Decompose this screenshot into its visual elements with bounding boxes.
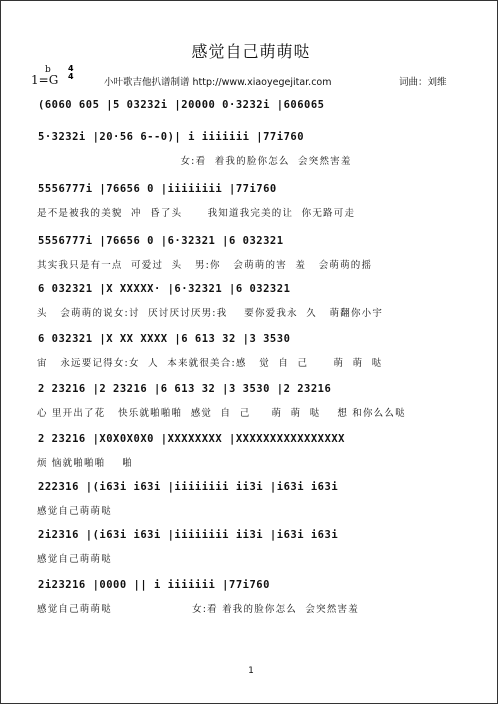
notation-line: 2 23216 |2 23216 |6 613 32 |3 3530 |2 23216 (38, 383, 332, 395)
lyric-line: 心 里开出了花 快乐就啪啪啪 感觉 自 己 萌 萌 哒 想 和你么么哒 (37, 408, 406, 419)
lyric-line: 头 会萌萌的说女:讨 厌讨厌讨厌男:我 要你爱我永 久 萌翻你小宇 (37, 308, 384, 319)
lyric-line: 感觉自己萌萌哒 (37, 506, 112, 517)
lyric-line: 是不是被我的美貌 冲 昏了头 我知道我完美的让 你无路可走 (37, 208, 356, 219)
notation-line: 5·3232i |20·56 6--0)| i iiiiiii |77i760 (38, 131, 305, 143)
song-title: 感觉自己萌萌哒 (191, 42, 311, 61)
flat-sign: b (45, 65, 51, 75)
time-top: 4 (68, 64, 74, 73)
notation-line: 2i2316 |(i63i i63i |iiiiiiii ii3i |i63i i63i (38, 529, 339, 541)
notation-line: 2i23216 |0000 || i iiiiiii |77i760 (38, 579, 270, 591)
notation-line: 5556777i |76656 0 |iiiiiiii |77i760 (38, 183, 277, 195)
key-signature (31, 65, 59, 87)
lyric-line: 感觉自己萌萌哒 (37, 554, 112, 565)
lyric-line: 宙 永远要记得女:女 人 本来就很美合:感 觉 自 己 萌 萌 哒 (37, 358, 383, 369)
composer-credit: 词曲：刘维 (399, 77, 447, 88)
lyric-line: 其实我只是有一点 可爱过 头 男:你 会萌萌的害 羞 会萌萌的摇 (37, 260, 373, 271)
time-bottom: 4 (68, 72, 74, 81)
notation-line: (6060 605 |5 03232i |20000 0·3232i |606065 (38, 99, 325, 111)
notation-line: 6 032321 |X XX XXXX |6 613 32 |3 3530 (38, 333, 291, 345)
lyric-line: 烦 恼就啪啪啪 啪 (37, 458, 133, 469)
notation-line: 222316 |(i63i i63i |iiiiiiii ii3i |i63i i63i (38, 481, 339, 493)
notation-line: 2 23216 |X0X0X0X0 |XXXXXXXX |XXXXXXXXXXXXXXXX (38, 433, 345, 445)
lyric-line: 感觉自己萌萌哒 女:看 着我的脸你怎么 会突然害羞 (37, 604, 359, 615)
lyric-line: 女:看 着我的脸你怎么 会突然害羞 (37, 156, 352, 167)
arranger-credit: 小叶歌吉他扒谱制谱 http://www.xiaoyegejitar.com (104, 77, 332, 88)
time-signature (68, 65, 74, 81)
page-number: 1 (248, 666, 254, 676)
notation-line: 6 032321 |X XXXXX· |6·32321 |6 032321 (38, 283, 291, 295)
notation-line: 5556777i |76656 0 |6·32321 |6 032321 (38, 235, 284, 247)
key-label: 1=G (31, 73, 59, 87)
